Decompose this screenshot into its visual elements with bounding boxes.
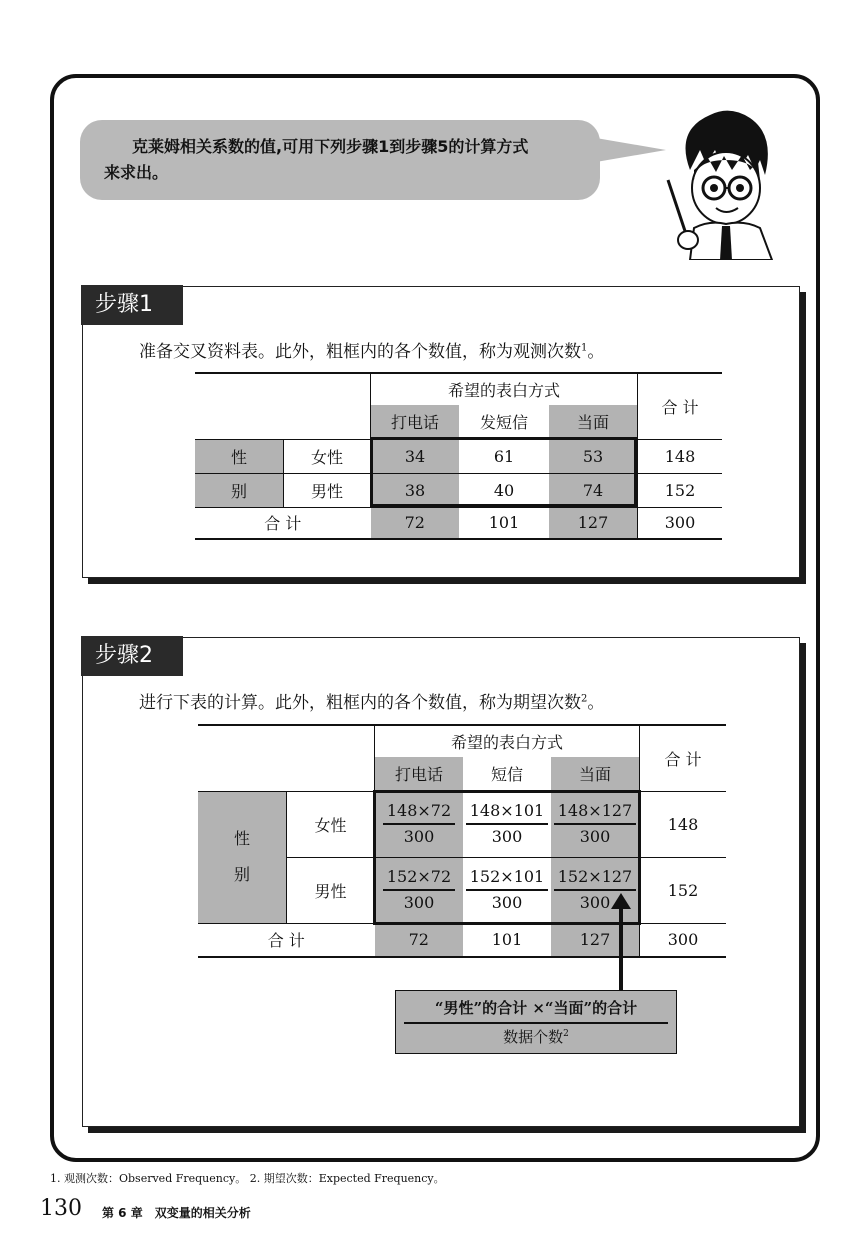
- step1-header-total: 合 计: [638, 373, 723, 439]
- step2-header-group: 希望的表白方式: [375, 725, 640, 757]
- step2-row-total: 152: [640, 857, 727, 923]
- step1-row-total: 148: [638, 439, 723, 473]
- intro-line-2: 来求出。: [104, 163, 169, 182]
- step1-row-label: 女性: [284, 439, 371, 473]
- step1-row-group: 别: [195, 473, 284, 507]
- step1-col-header: 打电话: [371, 405, 460, 439]
- step2-cell: $\frac{152\times 101}{300}$: [463, 857, 551, 923]
- step2-total-label: 合 计: [267, 931, 305, 951]
- step1-description: 准备交叉资料表。此外，粗框内的各个数值，称为观测次数$^1$。: [139, 342, 605, 362]
- step1-grand-total: 300: [638, 507, 723, 539]
- step2-col-header: 当面: [551, 757, 640, 791]
- step2-row-label: 女性: [287, 791, 375, 857]
- speech-bubble-tail: [596, 138, 666, 162]
- teacher-character-icon: [660, 100, 780, 260]
- step1-cell: 40: [493, 480, 515, 500]
- step1-cell: 74: [549, 473, 638, 507]
- step1-col-header: 发短信: [479, 413, 528, 433]
- step1-row-group: 性: [195, 439, 284, 473]
- step2-cell: $\frac{148\times 72}{300}$: [375, 791, 464, 857]
- step1-label: 步骤1: [81, 285, 183, 325]
- step2-col-header: 短信: [490, 765, 523, 785]
- step2-label: 步骤2: [81, 636, 183, 676]
- step1-row-label: 男性: [284, 473, 371, 507]
- step2-col-total: 127: [551, 923, 640, 957]
- step2-row-group: 性 别: [198, 791, 287, 923]
- step1-row-total: 152: [638, 473, 723, 507]
- step2-col-total: 72: [375, 923, 464, 957]
- intro-line-1: 克莱姆相关系数的值,可用下列步骤1到步骤5的计算方式: [132, 137, 529, 156]
- step1-cell: 61: [493, 446, 515, 466]
- step1-col-total: 101: [488, 513, 520, 533]
- callout-denominator: 数据个数$^2$: [503, 1028, 569, 1046]
- page-number: 130: [40, 1196, 82, 1221]
- step2-expected-table: [198, 724, 726, 958]
- step1-observed-table: [195, 372, 722, 540]
- step1-col-total: 72: [371, 507, 460, 539]
- speech-bubble: [80, 120, 600, 200]
- step1-col-total: 127: [549, 507, 638, 539]
- step2-row-label: 男性: [287, 857, 375, 923]
- footnote: 1. 观测次数：Observed Frequency。 2. 期望次数：Expected Frequency。: [50, 1172, 445, 1185]
- step2-cell: $\frac{148\times 127}{300}$: [551, 791, 640, 857]
- step1-total-label: 合 计: [264, 514, 302, 534]
- callout-numerator: “男性”的合计 ×“当面”的合计: [404, 997, 668, 1024]
- step2-header-total: 合 计: [640, 725, 727, 791]
- step1-cell: 53: [549, 439, 638, 473]
- step1-col-header: 当面: [549, 405, 638, 439]
- formula-callout: [395, 990, 677, 1054]
- arrow-shaft: [619, 905, 623, 991]
- step1-header-group: 希望的表白方式: [371, 373, 638, 405]
- step1-cell: 34: [371, 439, 460, 473]
- step2-col-header: 打电话: [375, 757, 464, 791]
- step2-col-total: 101: [491, 930, 523, 950]
- step2-cell: $\frac{148\times 101}{300}$: [463, 791, 551, 857]
- step2-description: 进行下表的计算。此外，粗框内的各个数值，称为期望次数$^2$。: [139, 693, 605, 713]
- step2-cell: $\frac{152\times 127}{300}$: [551, 857, 640, 923]
- step1-cell: 38: [371, 473, 460, 507]
- step2-row-total: 148: [640, 791, 727, 857]
- step2-cell: $\frac{152\times 72}{300}$: [375, 857, 464, 923]
- chapter-title: 第 6 章 双变量的相关分析: [102, 1206, 251, 1220]
- step2-grand-total: 300: [640, 923, 727, 957]
